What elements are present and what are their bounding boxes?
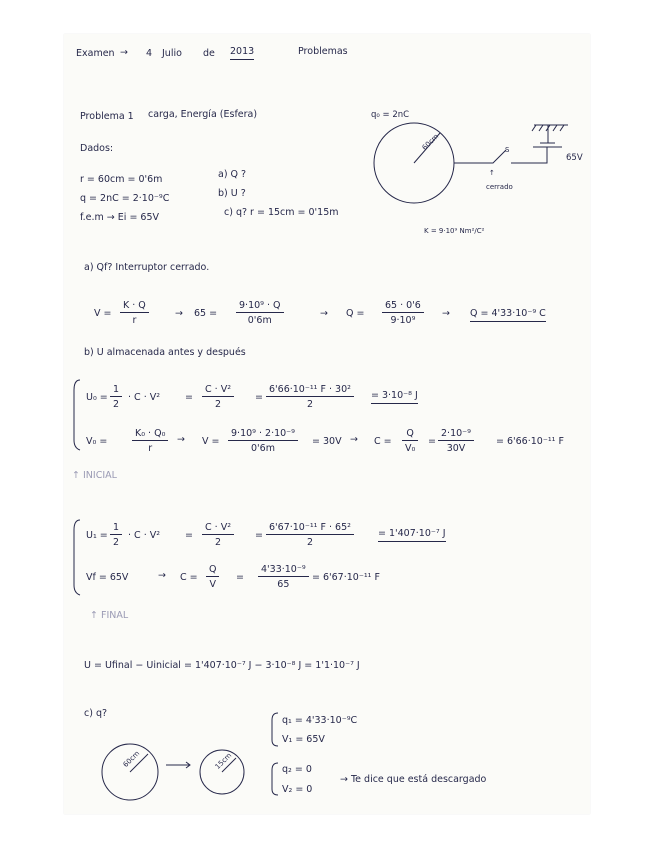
header-year: 2013 xyxy=(230,47,254,60)
a-arrow-2: → xyxy=(320,308,328,319)
b-summary: U = Ufinal − Uinicial = 1'407·10⁻⁷ J − 3·10⁻⁸ J = 1'1·10⁻⁷ J xyxy=(84,660,360,671)
problem-title: Problema 1 xyxy=(80,111,134,122)
b-cv2-2: · C · V² xyxy=(128,530,161,541)
dado-charge: q = 2nC = 2·10⁻⁹C xyxy=(80,193,170,204)
header-de: de xyxy=(203,48,215,59)
b-half-2: $\frac{1}{2}$ xyxy=(110,522,122,548)
b-c-eq: C = xyxy=(374,436,392,447)
constant-k: K = 9·10⁹ Nm²/C² xyxy=(424,227,485,235)
part-a-heading: a) Qf? Interruptor cerrado. xyxy=(84,262,210,273)
diagram-voltage: 65V xyxy=(566,153,583,163)
a-arrow-1: → xyxy=(175,308,183,319)
b-v0-lhs: V₀ = xyxy=(86,436,108,447)
b-fraction-cf: $\frac{\text{4'33·10⁻⁹}}{65}$ xyxy=(258,564,309,590)
a-result: Q = 4'33·10⁻⁹ C xyxy=(470,309,546,322)
c-v1: V₁ = 65V xyxy=(282,734,325,745)
b-cf-result: = 6'67·10⁻¹¹ F xyxy=(312,572,380,583)
part-b-heading: b) U almacenada antes y después xyxy=(84,347,246,358)
b-eq-1: = xyxy=(185,392,193,403)
b-arrow-2: → xyxy=(350,434,358,445)
header-exam: Examen xyxy=(76,48,115,59)
b-cf-eq: C = xyxy=(180,572,198,583)
b-v0-result: = 30V xyxy=(312,436,342,447)
b-inicial-label: ↑ INICIAL xyxy=(72,470,117,481)
diagram-q0: q₀ = 2nC xyxy=(371,110,410,120)
a-fraction-result: $\frac{65 \cdot 0'6}{\text{9·10⁹}}$ xyxy=(382,300,424,326)
c-sphere1-radius: 60cm xyxy=(121,749,142,769)
a-q-lhs: Q = xyxy=(346,308,365,319)
c-note: → Te dice que está descargado xyxy=(340,774,487,785)
a-fraction-9e9q: $\frac{\text{9·10⁹ · Q}}{0'6m}$ xyxy=(236,300,284,326)
a-fraction-kq-r: $\frac{K \cdot Q}{r}$ xyxy=(120,300,149,326)
b-arrow-3: → xyxy=(158,570,166,581)
b-fraction-u1: $\frac{\text{6'67·10⁻¹¹ F · 65²}}{2}$ xyxy=(266,522,354,548)
problem-topic: carga, Energía (Esfera) xyxy=(148,109,258,120)
b-fraction-q-v: $\frac{Q}{V}$ xyxy=(206,564,219,590)
b-c0-result: = 6'66·10⁻¹¹ F xyxy=(496,436,564,447)
b-fraction-c0: $\frac{\text{2·10⁻⁹}}{30V}$ xyxy=(438,428,474,454)
b-eq-3: = xyxy=(428,436,436,447)
b-u1-lhs: U₁ = xyxy=(86,530,108,541)
question-b: b) U ? xyxy=(218,188,246,199)
diagram-radius: 60cm xyxy=(420,132,441,152)
b-eq-2: = xyxy=(255,392,263,403)
dados-label: Dados: xyxy=(80,143,114,154)
b-fraction-q-v0: $\frac{Q}{\text{V₀}}$ xyxy=(402,428,418,454)
b-vf-lhs: Vf = 65V xyxy=(86,572,129,583)
part-c-heading: c) q? xyxy=(84,708,108,719)
diagram-closed: cerrado xyxy=(486,183,513,191)
c-sphere2-radius: 15cm xyxy=(213,751,234,771)
b-u0-result: = 3·10⁻⁸ J xyxy=(371,391,418,404)
b-arrow-1: → xyxy=(177,434,185,445)
c-q1: q₁ = 4'33·10⁻⁹C xyxy=(282,715,358,726)
c-q2: q₂ = 0 xyxy=(282,764,312,775)
b-v-eq: V = xyxy=(202,436,220,447)
b-eq-6: = xyxy=(236,572,244,583)
header-section: Problemas xyxy=(298,46,348,57)
question-c: c) q? r = 15cm = 0'15m xyxy=(224,207,339,218)
b-fraction-cv2-2: $\frac{\text{C · V²}}{2}$ xyxy=(202,522,234,548)
a-arrow-3: → xyxy=(442,308,450,319)
a-eq-65: 65 = xyxy=(194,308,218,319)
b-eq-5: = xyxy=(255,530,263,541)
b-eq-4: = xyxy=(185,530,193,541)
question-a: a) Q ? xyxy=(218,169,247,180)
header-arrow: → xyxy=(120,47,128,58)
b-u1-result: = 1'407·10⁻⁷ J xyxy=(378,529,446,542)
b-half-1: $\frac{1}{2}$ xyxy=(110,384,122,410)
a-v-lhs: V = xyxy=(94,308,112,319)
b-u0-lhs: U₀ = xyxy=(86,392,108,403)
b-fraction-v0: $\frac{\text{9·10⁹ · 2·10⁻⁹}}{0'6m}$ xyxy=(228,428,298,454)
b-final-label: ↑ FINAL xyxy=(90,610,129,621)
b-cv2-1: · C · V² xyxy=(128,392,161,403)
dado-fem: f.e.m → Ei = 65V xyxy=(80,212,160,223)
b-fraction-u0: $\frac{\text{6'66·10⁻¹¹ F · 30²}}{2}$ xyxy=(266,384,354,410)
diagram-switch: S xyxy=(505,146,510,154)
notebook-page xyxy=(64,34,590,814)
b-fraction-k0q0: $\frac{\text{K₀ · Q₀}}{r}$ xyxy=(132,428,168,454)
header-day: 4 xyxy=(146,48,153,59)
diagram-up-arrow: ↑ xyxy=(489,169,495,177)
header-month: Julio xyxy=(162,48,182,59)
b-fraction-cv2-1: $\frac{\text{C · V²}}{2}$ xyxy=(202,384,234,410)
dado-radius: r = 60cm = 0'6m xyxy=(80,174,163,185)
c-v2: V₂ = 0 xyxy=(282,784,313,795)
